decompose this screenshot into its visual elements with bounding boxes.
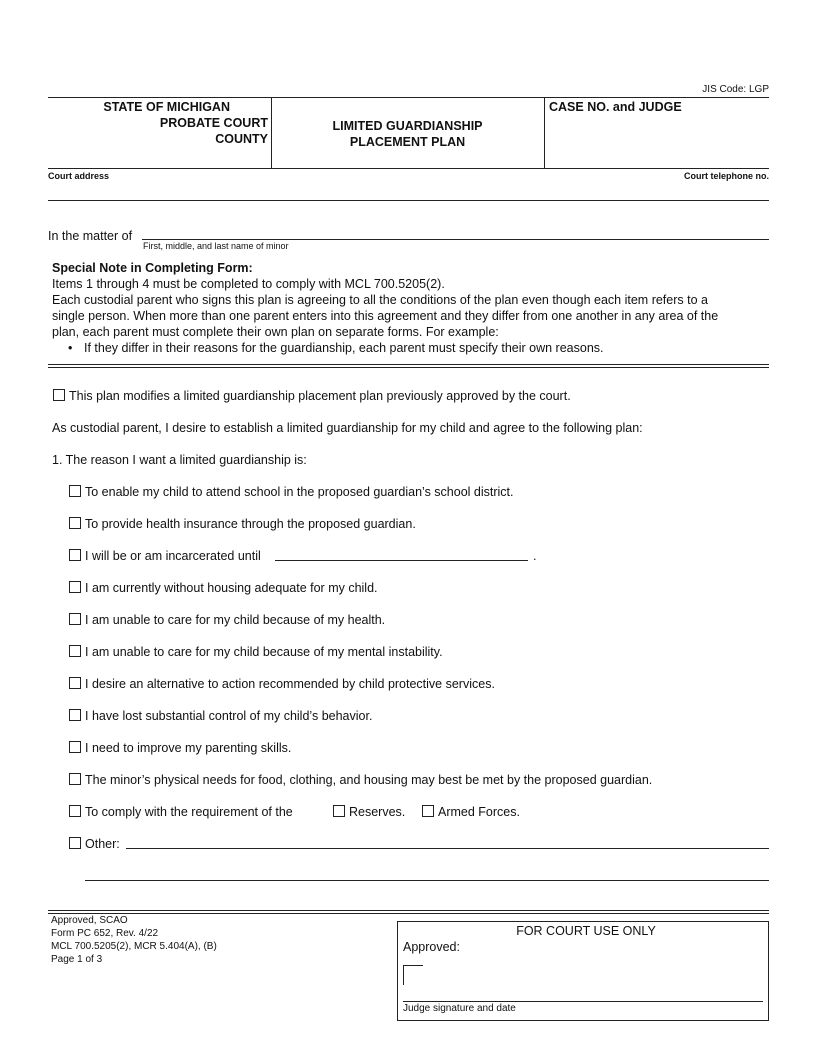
reason-behavior-label: I have lost substantial control of my child’s behavior. bbox=[85, 709, 373, 723]
reason-other-label: Other: bbox=[85, 837, 120, 851]
footer-page: Page 1 of 3 bbox=[51, 954, 103, 965]
incarcerated-until-field[interactable] bbox=[275, 547, 528, 561]
reason-physical-label: The minor’s physical needs for food, clothing, and housing may best be met by the proposed guardian. bbox=[85, 773, 653, 787]
form-title-line2: PLACEMENT PLAN bbox=[349, 135, 466, 149]
case-no-label: CASE NO. and JUDGE bbox=[549, 100, 682, 114]
reason-health-checkbox[interactable] bbox=[69, 613, 81, 625]
stamp-corner-mark bbox=[403, 965, 423, 985]
note-line3: single person. When more than one parent enters into this agreement and they differ from one another in any area of the bbox=[52, 309, 719, 323]
court-use-heading: FOR COURT USE ONLY bbox=[516, 924, 656, 938]
matter-label: In the matter of bbox=[48, 229, 133, 243]
item1-heading: 1. The reason I want a limited guardianship is: bbox=[52, 453, 307, 467]
reason-cps-checkbox[interactable] bbox=[69, 677, 81, 689]
other-reason-field-2[interactable] bbox=[85, 867, 769, 881]
note-line1: Items 1 through 4 must be completed to comply with MCL 700.5205(2). bbox=[52, 277, 445, 291]
reason-housing-label: I am currently without housing adequate for my child. bbox=[85, 581, 378, 595]
header-bottom-rule bbox=[48, 168, 769, 169]
reason-cps-label: I desire an alternative to action recommended by child protective services. bbox=[85, 677, 495, 691]
reserves-label: Reserves. bbox=[349, 805, 406, 819]
reason-parenting-checkbox[interactable] bbox=[69, 741, 81, 753]
reason-housing-checkbox[interactable] bbox=[69, 581, 81, 593]
footer-mcl: MCL 700.5205(2), MCR 5.404(A), (B) bbox=[51, 941, 217, 952]
modifies-checkbox[interactable] bbox=[53, 389, 65, 401]
reserves-checkbox[interactable] bbox=[333, 805, 345, 817]
reason-comply-label: To comply with the requirement of the bbox=[85, 805, 293, 819]
intro-text: As custodial parent, I desire to establish a limited guardianship for my child and agree to the following plan: bbox=[52, 421, 643, 435]
reason-health-label: I am unable to care for my child because of my health. bbox=[85, 613, 386, 627]
court-phone-label: Court telephone no. bbox=[684, 171, 769, 181]
note-bullet-mark: • bbox=[68, 341, 73, 355]
state-name: STATE OF MICHIGAN bbox=[103, 100, 230, 114]
court-name: PROBATE COURT bbox=[159, 116, 268, 130]
reason-incarcerated-checkbox[interactable] bbox=[69, 549, 81, 561]
reason-school-checkbox[interactable] bbox=[69, 485, 81, 497]
reason-comply-checkbox[interactable] bbox=[69, 805, 81, 817]
armed-forces-label: Armed Forces. bbox=[438, 805, 520, 819]
jis-code: JIS Code: LGP bbox=[702, 84, 769, 95]
minor-name-sublabel: First, middle, and last name of minor bbox=[143, 241, 289, 251]
note-heading: Special Note in Completing Form: bbox=[52, 261, 253, 275]
double-rule-bottom bbox=[48, 367, 769, 368]
minor-name-field[interactable] bbox=[142, 226, 769, 240]
note-line2: Each custodial parent who signs this plan is agreeing to all the conditions of the plan even though each item refers to a bbox=[52, 293, 708, 307]
footer-rule-top bbox=[48, 910, 769, 911]
note-bullet: If they differ in their reasons for the guardianship, each parent must specify their own reasons. bbox=[84, 341, 604, 355]
note-line4: plan, each parent must complete their own plan on separate forms. For example: bbox=[52, 325, 499, 339]
modifies-label: This plan modifies a limited guardianship placement plan previously approved by the court. bbox=[69, 389, 571, 403]
header-top-rule bbox=[48, 97, 769, 98]
county-label: COUNTY bbox=[215, 132, 268, 146]
judge-signature-label: Judge signature and date bbox=[403, 1003, 516, 1014]
form-title-line1: LIMITED GUARDIANSHIP bbox=[332, 119, 483, 133]
reason-incarcerated-label: I will be or am incarcerated until bbox=[85, 549, 261, 563]
reason-mental-label: I am unable to care for my child because of my mental instability. bbox=[85, 645, 443, 659]
court-address-label: Court address bbox=[48, 171, 110, 181]
reason-parenting-label: I need to improve my parenting skills. bbox=[85, 741, 292, 755]
other-reason-field-1[interactable] bbox=[126, 835, 769, 849]
footer-rule-bottom bbox=[48, 913, 769, 914]
reason-insurance-label: To provide health insurance through the proposed guardian. bbox=[85, 517, 416, 531]
header-divider-right bbox=[544, 97, 545, 168]
court-approved-label: Approved: bbox=[403, 940, 460, 954]
armed-forces-checkbox[interactable] bbox=[422, 805, 434, 817]
reason-behavior-checkbox[interactable] bbox=[69, 709, 81, 721]
double-rule-top bbox=[48, 364, 769, 365]
reason-mental-checkbox[interactable] bbox=[69, 645, 81, 657]
reason-insurance-checkbox[interactable] bbox=[69, 517, 81, 529]
reason-physical-checkbox[interactable] bbox=[69, 773, 81, 785]
reason-incarcerated-end: . bbox=[533, 549, 537, 563]
footer-approved-scao: Approved, SCAO bbox=[51, 915, 128, 926]
reason-school-label: To enable my child to attend school in the proposed guardian’s school district. bbox=[85, 485, 514, 499]
court-address-field[interactable] bbox=[48, 187, 769, 201]
footer-form-no: Form PC 652, Rev. 4/22 bbox=[51, 928, 159, 939]
judge-signature-line bbox=[403, 1001, 763, 1002]
reason-other-checkbox[interactable] bbox=[69, 837, 81, 849]
